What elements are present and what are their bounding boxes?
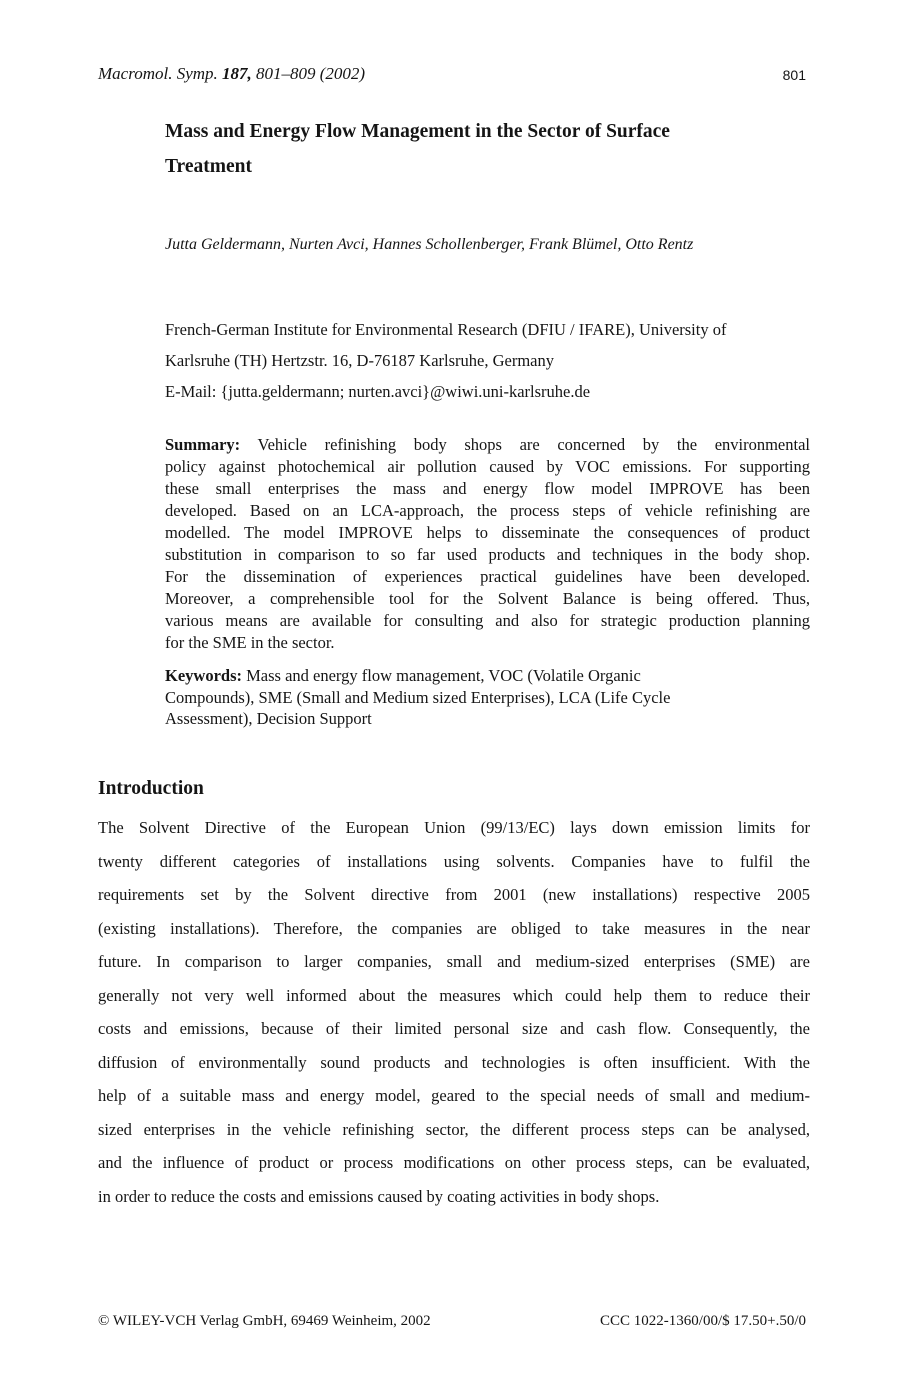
title-line: Treatment xyxy=(165,156,252,177)
body-line: and the influence of product or process modifications on other process steps, can be evaluated, xyxy=(98,1153,810,1172)
summary-abstract xyxy=(165,434,810,654)
body-line: requirements set by the Solvent directive from 2001 (new installations) respective 2005 xyxy=(98,885,810,904)
body-line: diffusion of environmentally sound products and technologies is often insufficient. With the xyxy=(98,1052,810,1072)
summary-label: Summary: xyxy=(165,435,241,454)
body-line: (existing installations). Therefore, the companies are obliged to take measures in the near xyxy=(98,918,810,938)
body-line: future. In comparison to larger companies, small and medium-sized enterprises (SME) are xyxy=(98,952,810,971)
body-line: in order to reduce the costs and emissions caused by coating activities in body shops. xyxy=(98,1186,660,1206)
summary-text: Vehicle refinishing body shops are concerned by the environmental xyxy=(257,435,811,454)
summary-line: developed. Based on an LCA-approach, the process steps of vehicle refinishing are xyxy=(165,501,810,520)
keywords-line: Compounds), SME (Small and Medium sized Enterprises), LCA (Life Cycle xyxy=(165,687,671,707)
body-line: costs and emissions, because of their limited personal size and cash flow. Consequently, the xyxy=(98,1019,810,1038)
page-number: 801 xyxy=(782,67,806,83)
body-line: help of a suitable mass and energy model, geared to the special needs of small and medium- xyxy=(98,1086,810,1105)
section-heading-introduction: Introduction xyxy=(98,778,204,799)
affiliation-line: French-German Institute for Environmental Research (DFIU / IFARE), University of xyxy=(165,320,727,339)
summary-line: Moreover, a comprehensible tool for the Solvent Balance is being offered. Thus, xyxy=(165,589,810,608)
author-list: Jutta Geldermann, Nurten Avci, Hannes Schollenberger, Frank Blümel, Otto Rentz xyxy=(165,236,694,253)
summary-line: For the dissemination of experiences practical guidelines have been developed. xyxy=(165,567,810,586)
affiliation xyxy=(165,314,726,407)
body-line: generally not very well informed about the measures which could help them to reduce their xyxy=(98,985,810,1005)
summary-line: modelled. The model IMPROVE helps to disseminate the consequences of product xyxy=(165,523,810,542)
keywords xyxy=(165,665,810,730)
summary-line: policy against photochemical air pollution caused by VOC emissions. For supporting xyxy=(165,457,810,476)
paper-title xyxy=(165,114,805,184)
summary-line: these small enterprises the mass and energy flow model IMPROVE has been xyxy=(165,479,810,498)
title-line: Mass and Energy Flow Management in the Sector of Surface xyxy=(165,121,670,142)
summary-line: various means are available for consulting and also for strategic production planning xyxy=(165,611,810,630)
keywords-text: Mass and energy flow management, VOC (Volatile Organic xyxy=(246,666,641,685)
journal-pages-year: 801–809 (2002) xyxy=(256,64,366,83)
footer-ccc-code: CCC 1022-1360/00/$ 17.50+.50/0 xyxy=(600,1313,806,1329)
summary-first-line xyxy=(165,434,810,456)
affiliation-line: Karlsruhe (TH) Hertzstr. 16, D-76187 Karlsruhe, Germany xyxy=(165,351,555,370)
journal-volume: 187, xyxy=(222,64,252,83)
body-line: sized enterprises in the vehicle refinishing sector, the different process steps can be analysed, xyxy=(98,1119,810,1139)
keywords-first-line xyxy=(165,665,810,687)
journal-citation xyxy=(98,64,365,84)
body-line: twenty different categories of installations using solvents. Companies have to fulfil the xyxy=(98,851,810,871)
email-line: E-Mail: {jutta.geldermann; nurten.avci}@wiwi.uni-karlsruhe.de xyxy=(165,382,591,401)
body-line: The Solvent Directive of the European Union (99/13/EC) lays down emission limits for xyxy=(98,818,810,837)
summary-line: substitution in comparison to so far used products and techniques in the body shop. xyxy=(165,545,810,564)
introduction-body xyxy=(98,811,810,1213)
summary-line: for the SME in the sector. xyxy=(165,633,335,652)
footer-copyright: © WILEY-VCH Verlag GmbH, 69469 Weinheim, 2002 xyxy=(98,1313,431,1329)
keywords-line: Assessment), Decision Support xyxy=(165,709,372,728)
journal-name: Macromol. Symp. xyxy=(98,64,218,83)
keywords-label: Keywords: xyxy=(165,666,242,685)
